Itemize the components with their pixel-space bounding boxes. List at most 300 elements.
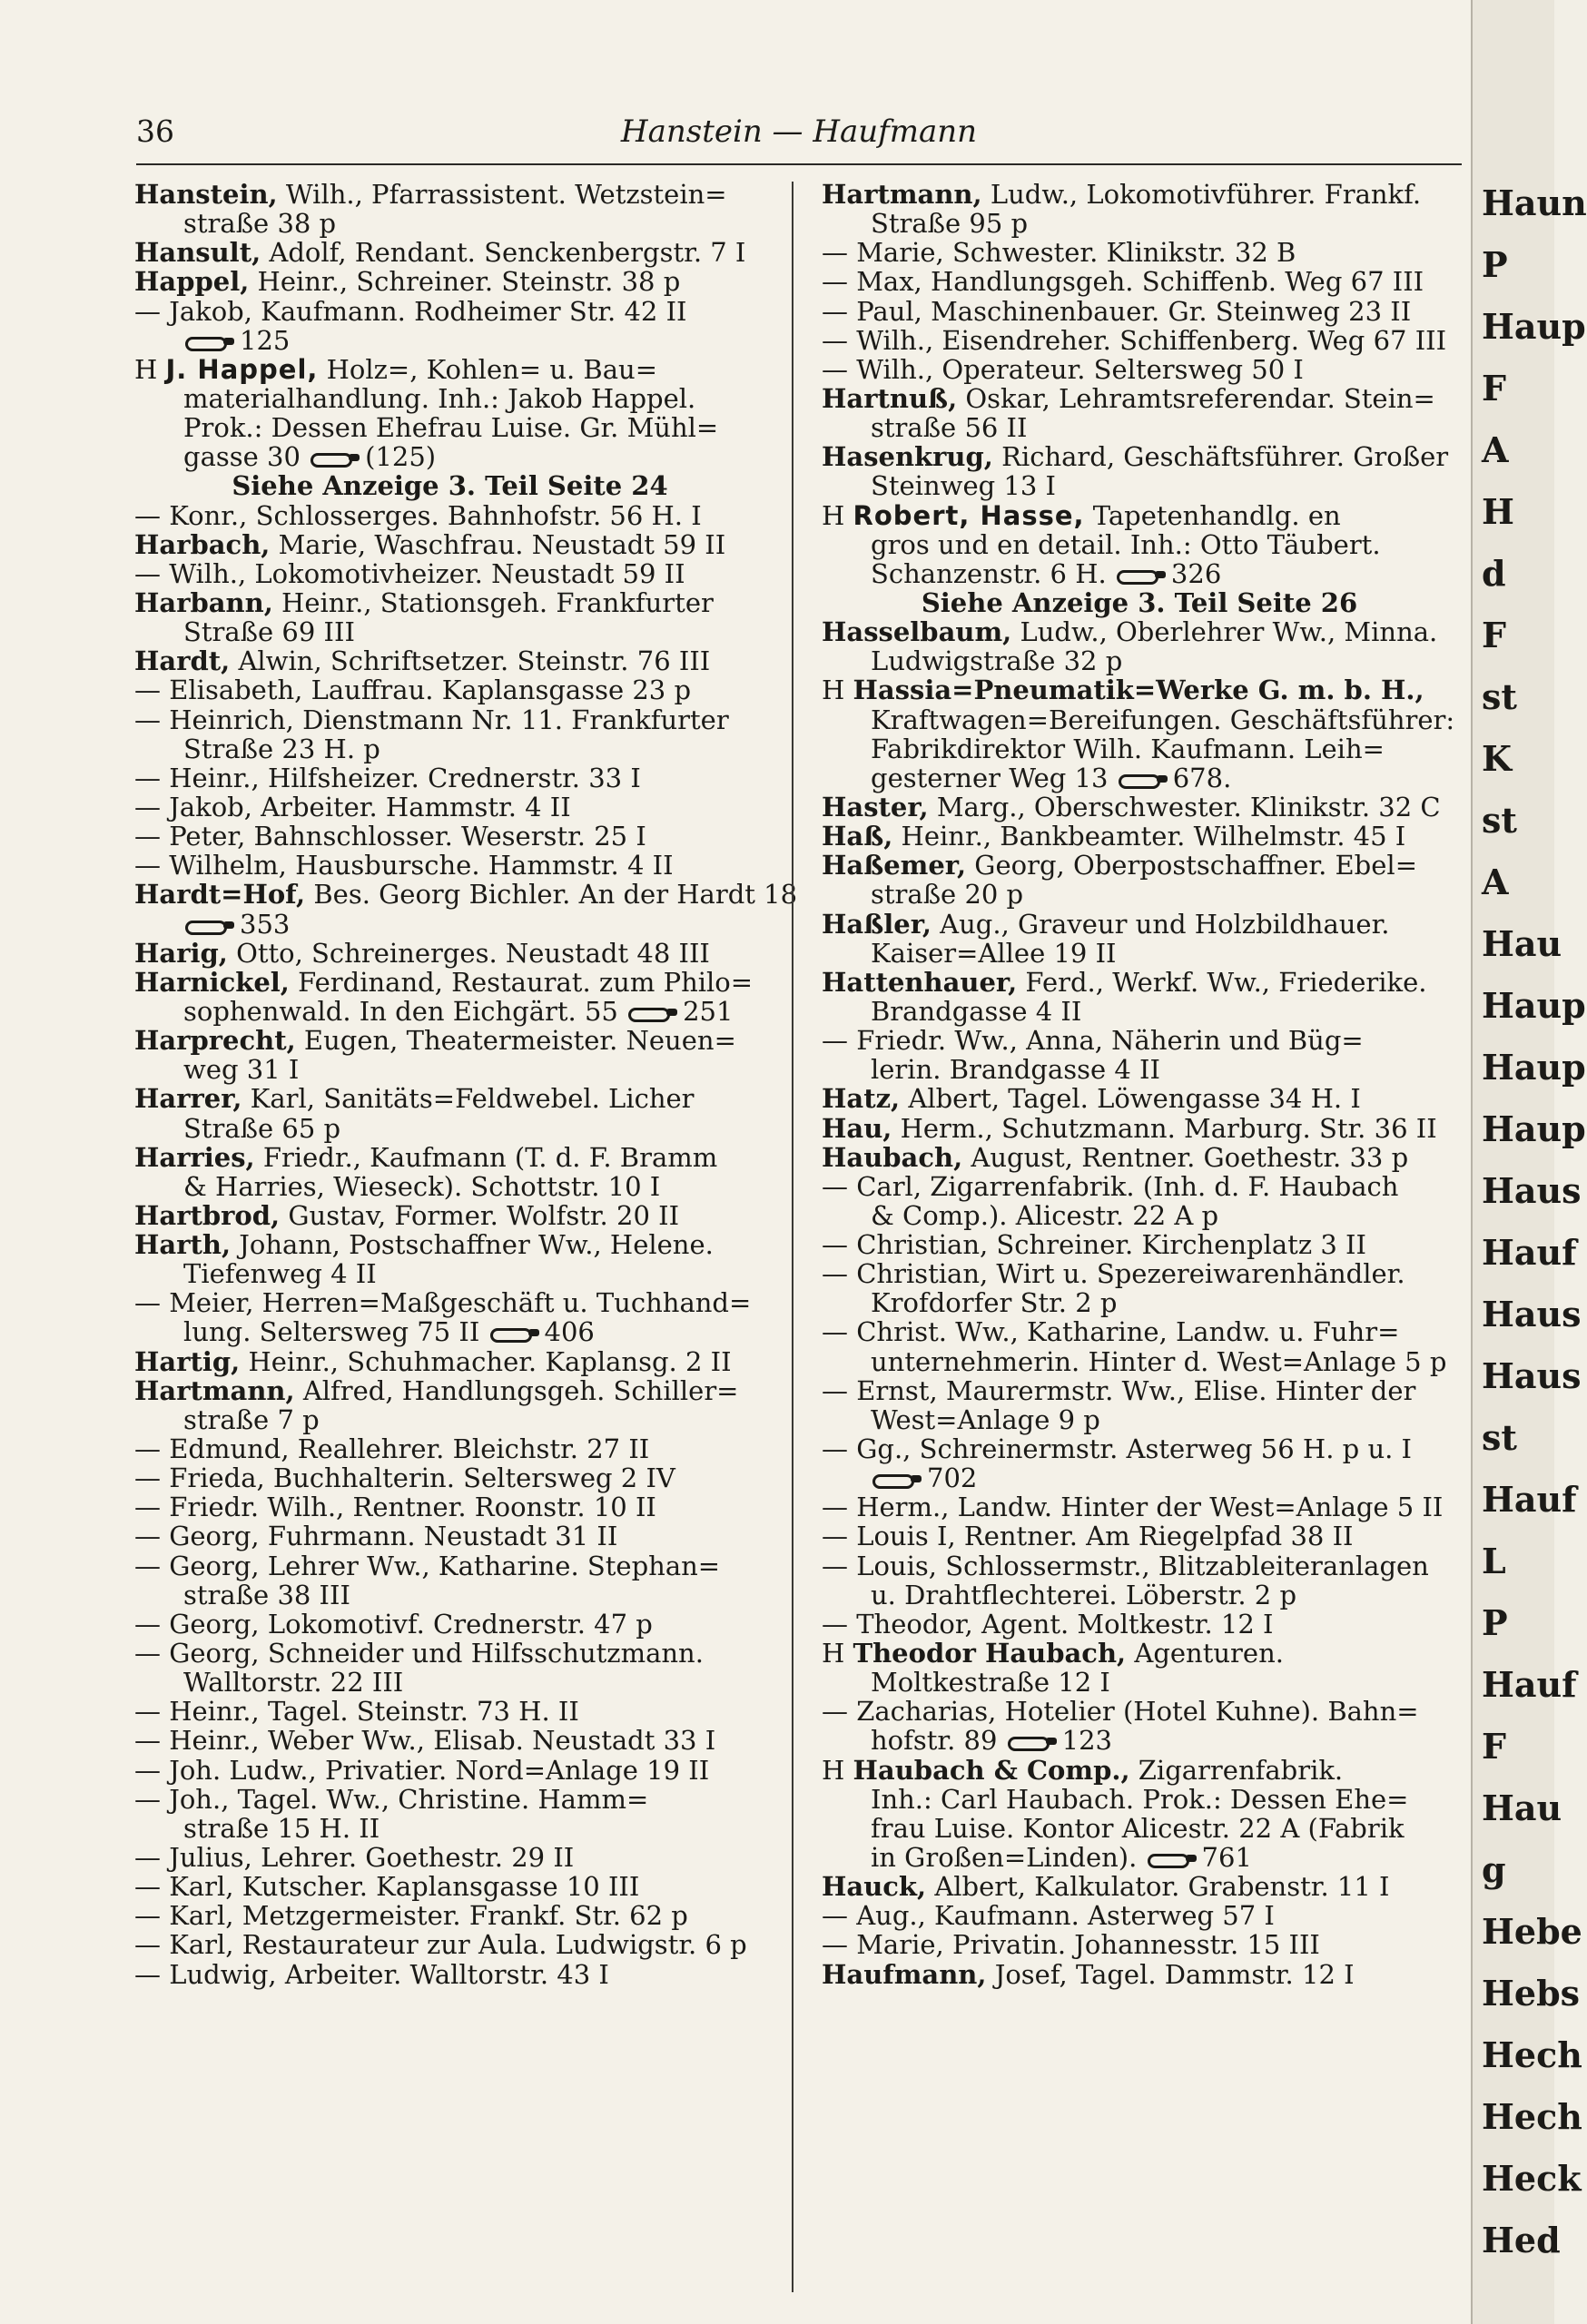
- directory-line: [134, 1521, 765, 1551]
- edge-fragment: Haup: [1482, 1108, 1586, 1149]
- directory-line: [134, 355, 765, 384]
- page-header: [136, 113, 1462, 168]
- directory-line: [822, 1114, 1457, 1143]
- directory-line: [822, 734, 1457, 763]
- telephone-icon: [871, 1472, 923, 1487]
- edge-fragment: Heck: [1482, 2158, 1582, 2199]
- directory-line: [822, 238, 1457, 267]
- entry-text: Heinr., Bankbeamter. Wilhelmstr. 45 I: [892, 821, 1406, 852]
- directory-line: [822, 1288, 1457, 1317]
- entry-surname: Hanstein,: [134, 179, 278, 210]
- entry-surname: Harnickel,: [134, 966, 290, 998]
- entry-text-tail: Holz=, Kohlen= u. Bau=: [318, 353, 658, 385]
- edge-fragment: Hebs: [1482, 1973, 1581, 2014]
- entry-text: — Friedr. Ww., Anna, Näherin und Büg=: [822, 1025, 1364, 1057]
- entry-text: H: [822, 675, 853, 706]
- entry-text: — Louis, Schlossermstr., Blitzableiteranlagen: [822, 1550, 1429, 1581]
- directory-line: [822, 471, 1457, 500]
- edge-fragment: Hauf: [1482, 1664, 1577, 1705]
- directory-line: [822, 559, 1457, 588]
- directory-line: [134, 1668, 765, 1697]
- entry-text: straße 56 II: [871, 412, 1028, 444]
- entry-text: — Louis I, Rentner. Am Riegelpfad 38 II: [822, 1521, 1354, 1552]
- entry-surname: Hartbrod,: [134, 1199, 281, 1231]
- entry-text: — Heinr., Tagel. Steinstr. 73 H. II: [134, 1696, 579, 1728]
- entry-text-tail: Agenturen.: [1126, 1638, 1284, 1669]
- edge-fragment: st: [1482, 800, 1517, 841]
- directory-line: [134, 822, 765, 851]
- entry-text: Herm., Schutzmann. Marburg. Str. 36 II: [892, 1112, 1437, 1144]
- column-divider: [792, 182, 794, 2292]
- directory-line: [134, 209, 765, 238]
- directory-line: [822, 501, 1457, 530]
- entry-surname: Haufmann,: [822, 1958, 987, 1990]
- entry-text: materialhandlung. Inh.: Jakob Happel.: [183, 382, 696, 414]
- entry-surname: Haßemer,: [822, 850, 967, 881]
- edge-fragment: Haup: [1482, 306, 1586, 347]
- directory-line: [822, 968, 1457, 997]
- entry-text: Moltkestraße 12 I: [871, 1667, 1110, 1699]
- edge-fragment: H: [1482, 491, 1514, 532]
- entry-surname: Hartmann,: [134, 1374, 295, 1406]
- entry-text: H: [822, 1638, 853, 1669]
- entry-text-tail: 251: [683, 995, 734, 1027]
- entry-surname: Harig,: [134, 937, 228, 969]
- directory-line: [822, 180, 1457, 209]
- entry-text: Albert, Tagel. Löwengasse 34 H. I: [900, 1083, 1361, 1115]
- directory-line: [134, 180, 765, 209]
- directory-line: [134, 588, 765, 617]
- entry-text: Straße 23 H. p: [183, 733, 380, 764]
- directory-line: [134, 267, 765, 296]
- entry-text: — Joh., Tagel. Ww., Christine. Hamm=: [134, 1783, 649, 1815]
- directory-line: [822, 997, 1457, 1026]
- directory-line: [134, 1930, 765, 1959]
- entry-text: — Ernst, Maurermstr. Ww., Elise. Hinter der: [822, 1374, 1416, 1406]
- telephone-icon: [626, 1006, 679, 1020]
- entry-text: — Wilhelm, Hausbursche. Hammstr. 4 II: [134, 850, 674, 881]
- directory-line: [822, 355, 1457, 384]
- directory-line: [822, 1405, 1457, 1434]
- entry-text: Aug., Graveur und Holzbildhauer.: [931, 908, 1390, 940]
- entry-text: Otto, Schreinerges. Neustadt 48 III: [227, 937, 710, 969]
- edge-fragment: F: [1482, 368, 1506, 409]
- edge-fragment: F: [1482, 1726, 1506, 1767]
- entry-text: Brandgasse 4 II: [871, 995, 1082, 1027]
- directory-line: [822, 1581, 1457, 1610]
- edge-fragment: Hech: [1482, 2034, 1582, 2075]
- entry-text: lerin. Brandgasse 4 II: [871, 1054, 1160, 1086]
- edge-fragment: d: [1482, 553, 1506, 594]
- entry-surname: Hansult,: [134, 237, 261, 269]
- entry-text: — Joh. Ludw., Privatier. Nord=Anlage 19 II: [134, 1754, 710, 1786]
- directory-line: [822, 1376, 1457, 1405]
- directory-line: [134, 442, 765, 471]
- entry-text: Kraftwagen=Bereifungen. Geschäftsführer:: [871, 704, 1455, 735]
- edge-fragment: Hebe: [1482, 1911, 1582, 1952]
- directory-line: [822, 1026, 1457, 1055]
- entry-text: Karl, Sanitäts=Feldwebel. Licher: [242, 1083, 695, 1115]
- entry-text: Alwin, Schriftsetzer. Steinstr. 76 III: [230, 645, 711, 677]
- entry-text: straße 38 p: [183, 208, 337, 240]
- entry-text: — Jakob, Kaufmann. Rodheimer Str. 42 II: [134, 295, 687, 327]
- edge-fragment: K: [1482, 738, 1513, 779]
- telephone-icon: [1006, 1735, 1059, 1749]
- entry-text: — Karl, Kutscher. Kaplansgasse 10 III: [134, 1871, 640, 1903]
- entry-text-tail: 123: [1061, 1725, 1112, 1757]
- directory-line: [822, 617, 1457, 646]
- telephone-icon: [183, 919, 236, 933]
- edge-fragment: Hauf: [1482, 1232, 1577, 1273]
- directory-line: [134, 1143, 765, 1172]
- directory-line: [822, 1843, 1457, 1872]
- directory-line: [134, 1785, 765, 1814]
- entry-text: Adolf, Rendant. Senckenbergstr. 7 I: [261, 237, 746, 269]
- directory-line: [134, 1726, 765, 1755]
- directory-line: [134, 1697, 765, 1726]
- entry-text: straße 38 III: [183, 1579, 350, 1610]
- entry-text: — Georg, Lokomotivf. Crednerstr. 47 p: [134, 1608, 653, 1640]
- entry-text: H: [134, 353, 166, 385]
- edge-fragment: Haus: [1482, 1294, 1582, 1334]
- entry-text: — Julius, Lehrer. Goethestr. 29 II: [134, 1842, 575, 1874]
- directory-line: [134, 997, 765, 1026]
- entry-text: H: [822, 1754, 853, 1786]
- directory-line: [822, 1930, 1457, 1959]
- edge-fragment: P: [1482, 1602, 1508, 1643]
- edge-fragment: Haup: [1482, 985, 1586, 1026]
- directory-line: [822, 910, 1457, 939]
- entry-text: — Christian, Wirt u. Spezereiwarenhändler.: [822, 1258, 1405, 1290]
- entry-text: Johann, Postschaffner Ww., Helene.: [231, 1229, 714, 1261]
- entry-text: — Wilh., Lokomotivheizer. Neustadt 59 II: [134, 557, 685, 589]
- edge-fragment: Hauf: [1482, 1479, 1577, 1520]
- adjacent-page-edge: [1471, 0, 1587, 2324]
- entry-text: — Konr., Schlosserges. Bahnhofstr. 56 H. I: [134, 499, 702, 531]
- entry-text: Ferdinand, Restaurat. zum Philo=: [289, 966, 754, 998]
- directory-line: [134, 879, 798, 911]
- entry-text: Heinr., Stationsgeh. Frankfurter: [272, 586, 714, 618]
- entry-text: Ferd., Werkf. Ww., Friederike.: [1017, 966, 1427, 998]
- entry-text: 125: [240, 324, 291, 356]
- entry-surname: Haubach,: [822, 1141, 963, 1173]
- entry-surname: Hartnuß,: [822, 382, 958, 414]
- entry-text: H: [822, 499, 853, 531]
- entry-text: frau Luise. Kontor Alicestr. 22 A (Fabrik: [871, 1812, 1405, 1844]
- telephone-icon: [1146, 1852, 1198, 1866]
- edge-fragment: A: [1482, 862, 1509, 902]
- entry-text: — Heinr., Weber Ww., Elisab. Neustadt 33 I: [134, 1725, 716, 1757]
- entry-text: — Georg, Fuhrmann. Neustadt 31 II: [134, 1521, 618, 1552]
- directory-line: [134, 734, 765, 763]
- entry-text-tail: 761: [1201, 1842, 1252, 1874]
- entry-surname: Harrer,: [134, 1083, 242, 1115]
- edge-fragment: L: [1482, 1541, 1506, 1581]
- entry-text: — Georg, Lehrer Ww., Katharine. Stephan=: [134, 1550, 721, 1581]
- entry-text-tail: 406: [544, 1316, 595, 1348]
- entry-text: — Marie, Privatin. Johannesstr. 15 III: [822, 1929, 1320, 1961]
- entry-text: Alfred, Handlungsgeh. Schiller=: [294, 1374, 739, 1406]
- entry-text: — Heinr., Hilfsheizer. Crednerstr. 33 I: [134, 762, 641, 793]
- edge-fragment: Haup: [1482, 1047, 1586, 1088]
- entry-text: 353: [240, 908, 291, 940]
- directory-line: [822, 822, 1457, 851]
- entry-text: sophenwald. In den Eichgärt. 55: [183, 995, 618, 1027]
- directory-line: [134, 1026, 765, 1055]
- directory-line: [822, 1084, 1457, 1113]
- directory-line: [822, 413, 1457, 442]
- telephone-icon: [488, 1326, 541, 1341]
- firm-name: J. Happel,: [165, 353, 319, 385]
- entry-text: straße 20 p: [871, 879, 1024, 911]
- entry-surname: Hauck,: [822, 1871, 927, 1903]
- directory-line: [822, 1785, 1457, 1814]
- directory-line: [134, 675, 765, 704]
- directory-line: [134, 851, 765, 880]
- entry-text: u. Drahtflechterei. Löberstr. 2 p: [871, 1579, 1297, 1610]
- edge-fragment: Haus: [1482, 1170, 1582, 1211]
- entry-text: — Christian, Schreiner. Kirchenplatz 3 II: [822, 1229, 1366, 1261]
- edge-fragment: Hau: [1482, 923, 1562, 964]
- directory-line: [134, 326, 765, 355]
- entry-text: in Großen=Linden).: [871, 1842, 1138, 1874]
- entry-text-tail: Zigarrenfabrik.: [1129, 1754, 1344, 1786]
- entry-surname: Hardt,: [134, 645, 231, 677]
- entry-surname: Hasenkrug,: [822, 441, 993, 473]
- running-head: Hanstein — Haufmann: [620, 113, 978, 150]
- entry-text: — Peter, Bahnschlosser. Weserstr. 25 I: [134, 821, 646, 852]
- entry-text: — Carl, Zigarrenfabrik. (Inh. d. F. Haubach: [822, 1170, 1399, 1202]
- directory-line: [134, 1872, 765, 1901]
- edge-fragment: g: [1482, 1849, 1506, 1890]
- directory-line: [822, 646, 1457, 675]
- entry-text-tail: 326: [1170, 557, 1222, 589]
- entry-text: & Comp.). Alicestr. 22 A p: [871, 1199, 1219, 1231]
- entry-text: Schanzenstr. 6 H.: [871, 557, 1107, 589]
- entry-surname: Hattenhauer,: [822, 966, 1018, 998]
- directory-line: [822, 209, 1457, 238]
- directory-line: [822, 1259, 1457, 1288]
- firm-name: Hassia=Pneumatik=Werke G. m. b. H.,: [853, 675, 1424, 706]
- entry-text: lung. Seltersweg 75 II: [183, 1316, 480, 1348]
- advert-notice: [822, 588, 1457, 617]
- directory-line: [822, 851, 1457, 880]
- directory-line: [134, 238, 765, 267]
- entry-text-tail: Tapetenhandlg. en: [1084, 499, 1341, 531]
- entry-text: gros und en detail. Inh.: Otto Täubert.: [871, 528, 1381, 560]
- entry-text: weg 31 I: [183, 1054, 300, 1086]
- entry-text: — Ludwig, Arbeiter. Walltorstr. 43 I: [134, 1958, 609, 1990]
- entry-text: — Wilh., Eisendreher. Schiffenberg. Weg 67 III: [822, 324, 1447, 356]
- firm-name: Theodor Haubach,: [853, 1638, 1127, 1669]
- entry-text: Bes. Georg Bichler. An der Hardt 18: [305, 879, 798, 911]
- entry-text: unternehmerin. Hinter d. West=Anlage 5 p: [871, 1345, 1447, 1377]
- edge-fragment: Haus: [1482, 1355, 1582, 1396]
- entry-text: gasse 30: [183, 441, 301, 473]
- directory-line: [822, 1756, 1457, 1785]
- entry-text: — Meier, Herren=Maßgeschäft u. Tuchhand=: [134, 1287, 752, 1319]
- entry-text: Marie, Waschfrau. Neustadt 59 II: [270, 528, 726, 560]
- directory-line: [134, 1756, 765, 1785]
- entry-text: Wilh., Pfarrassistent. Wetzstein=: [277, 179, 727, 210]
- entry-text: Tiefenweg 4 II: [183, 1258, 377, 1290]
- entry-text: — Karl, Metzgermeister. Frankf. Str. 62 p: [134, 1900, 688, 1932]
- entry-surname: Haster,: [822, 791, 929, 822]
- directory-line: [134, 617, 765, 646]
- entry-surname: Hatz,: [822, 1083, 901, 1115]
- directory-line: [822, 1639, 1457, 1668]
- directory-line: [822, 1317, 1457, 1346]
- telephone-icon: [1115, 568, 1168, 583]
- entry-text: Ludw., Oberlehrer Ww., Minna.: [1011, 616, 1438, 648]
- entry-text: gesterner Weg 13: [871, 762, 1109, 793]
- telephone-icon: [1117, 773, 1169, 787]
- entry-text: Heinr., Schreiner. Steinstr. 38 p: [249, 266, 681, 298]
- entry-text: — Frieda, Buchhalterin. Seltersweg 2 IV: [134, 1462, 675, 1494]
- telephone-icon: [183, 335, 236, 350]
- directory-line: [822, 1814, 1457, 1843]
- entry-surname: Harbann,: [134, 586, 273, 618]
- edge-fragment: st: [1482, 1417, 1517, 1458]
- directory-line: [134, 297, 765, 326]
- entry-text: Straße 65 p: [183, 1112, 341, 1144]
- directory-line: [822, 1434, 1457, 1463]
- directory-line: [134, 413, 765, 442]
- directory-line: [134, 501, 765, 530]
- directory-line: [822, 297, 1457, 326]
- entry-text: Prok.: Dessen Ehefrau Luise. Gr. Mühl=: [183, 412, 719, 444]
- entry-text: Straße 95 p: [871, 208, 1029, 240]
- entry-surname: Haß,: [822, 821, 893, 852]
- entry-text: Josef, Tagel. Dammstr. 12 I: [986, 1958, 1355, 1990]
- entry-text: Straße 69 III: [183, 616, 355, 648]
- entry-text: — Paul, Maschinenbauer. Gr. Steinweg 23 II: [822, 295, 1412, 327]
- entry-text-tail: (125): [365, 441, 437, 473]
- directory-line: [822, 1230, 1457, 1259]
- entry-surname: Harth,: [134, 1229, 232, 1261]
- notice-text: Siehe Anzeige 3. Teil Seite 26: [921, 586, 1358, 618]
- directory-line: [134, 559, 765, 588]
- directory-line: [134, 968, 765, 997]
- entry-text: — Elisabeth, Lauffrau. Kaplansgasse 23 p: [134, 675, 692, 706]
- directory-line: [134, 910, 765, 939]
- left-column: [134, 179, 798, 1990]
- directory-line: [134, 1376, 765, 1405]
- directory-line: [822, 1610, 1457, 1639]
- directory-line: [134, 1843, 765, 1872]
- edge-fragment: F: [1482, 615, 1506, 655]
- entry-text: Krofdorfer Str. 2 p: [871, 1287, 1118, 1319]
- directory-line: [134, 1055, 765, 1084]
- directory-line: [822, 880, 1457, 909]
- entry-text: Marg., Oberschwester. Klinikstr. 32 C: [928, 791, 1441, 822]
- directory-line: [822, 1492, 1457, 1521]
- edge-fragment: Hed: [1482, 2220, 1561, 2260]
- entry-surname: Hartmann,: [822, 179, 982, 210]
- right-column: [822, 180, 1457, 1989]
- directory-line: [822, 675, 1457, 704]
- entry-text: — Wilh., Operateur. Seltersweg 50 I: [822, 353, 1304, 385]
- firm-name: Haubach & Comp.,: [853, 1754, 1130, 1786]
- directory-line: [822, 939, 1457, 968]
- directory-line: [134, 1492, 765, 1521]
- directory-line: [822, 705, 1457, 734]
- directory-line: [822, 1201, 1457, 1230]
- entry-surname: Hau,: [822, 1112, 892, 1144]
- entry-text: — Jakob, Arbeiter. Hammstr. 4 II: [134, 791, 571, 822]
- entry-surname: Hasselbaum,: [822, 616, 1012, 648]
- directory-line: [134, 1317, 765, 1346]
- entry-text: Steinweg 13 I: [871, 470, 1056, 502]
- entry-surname: Harbach,: [134, 528, 271, 560]
- entry-text: Georg, Oberpostschaffner. Ebel=: [966, 850, 1417, 881]
- directory-line: [134, 1581, 765, 1610]
- entry-text: Gustav, Former. Wolfstr. 20 II: [280, 1199, 680, 1231]
- entry-text: Fabrikdirektor Wilh. Kaufmann. Leih=: [871, 733, 1385, 764]
- directory-line: [822, 326, 1457, 355]
- directory-line: [822, 1697, 1457, 1726]
- entry-text: 702: [927, 1462, 978, 1494]
- entry-text: — Herm., Landw. Hinter der West=Anlage 5 II: [822, 1492, 1444, 1523]
- directory-line: [134, 1259, 765, 1288]
- entry-text: Kaiser=Allee 19 II: [871, 937, 1117, 969]
- directory-line: [134, 384, 765, 413]
- directory-line: [134, 646, 765, 675]
- entry-text: — Gg., Schreinermstr. Asterweg 56 H. p u. I: [822, 1433, 1413, 1465]
- entry-text: hofstr. 89: [871, 1725, 998, 1757]
- directory-line: [134, 1347, 765, 1376]
- entry-text: — Christ. Ww., Katharine, Landw. u. Fuhr=: [822, 1316, 1400, 1348]
- entry-surname: Haßler,: [822, 908, 932, 940]
- telephone-icon: [309, 451, 361, 466]
- entry-surname: Hartig,: [134, 1345, 241, 1377]
- directory-line: [822, 1172, 1457, 1201]
- entry-text: — Karl, Restaurateur zur Aula. Ludwigstr. 6 p: [134, 1929, 747, 1961]
- entry-text: West=Anlage 9 p: [871, 1403, 1100, 1435]
- edge-fragment: st: [1482, 676, 1517, 717]
- directory-line: [134, 793, 765, 822]
- entry-text: Oskar, Lehramtsreferendar. Stein=: [957, 382, 1435, 414]
- entry-text: — Theodor, Agent. Moltkestr. 12 I: [822, 1608, 1274, 1640]
- entry-surname: Harries,: [134, 1141, 255, 1173]
- directory-line: [822, 442, 1457, 471]
- directory-line: [822, 1551, 1457, 1581]
- entry-text: straße 15 H. II: [183, 1812, 380, 1844]
- entry-text: straße 7 p: [183, 1403, 320, 1435]
- notice-text: Siehe Anzeige 3. Teil Seite 24: [232, 470, 668, 502]
- directory-line: [822, 763, 1457, 793]
- directory-line: [822, 384, 1457, 413]
- directory-line: [134, 1288, 765, 1317]
- edge-fragment: Haun: [1482, 182, 1587, 223]
- entry-text: — Aug., Kaufmann. Asterweg 57 I: [822, 1900, 1275, 1932]
- entry-surname: Happel,: [134, 266, 250, 298]
- directory-line: [134, 1172, 765, 1201]
- directory-line: [822, 1521, 1457, 1551]
- directory-line: [822, 267, 1457, 296]
- entry-text: Richard, Geschäftsführer. Großer: [992, 441, 1449, 473]
- directory-line: [822, 1347, 1457, 1376]
- directory-line: [822, 1901, 1457, 1930]
- entry-text: Friedr., Kaufmann (T. d. F. Bramm: [254, 1141, 718, 1173]
- entry-text: August, Rentner. Goethestr. 33 p: [962, 1141, 1409, 1173]
- directory-line: [134, 1230, 765, 1259]
- directory-line: [134, 1201, 765, 1230]
- entry-text: Ludwigstraße 32 p: [871, 645, 1123, 677]
- entry-surname: Hardt=Hof,: [134, 879, 306, 911]
- directory-line: [134, 1610, 765, 1639]
- directory-line: [134, 1551, 765, 1581]
